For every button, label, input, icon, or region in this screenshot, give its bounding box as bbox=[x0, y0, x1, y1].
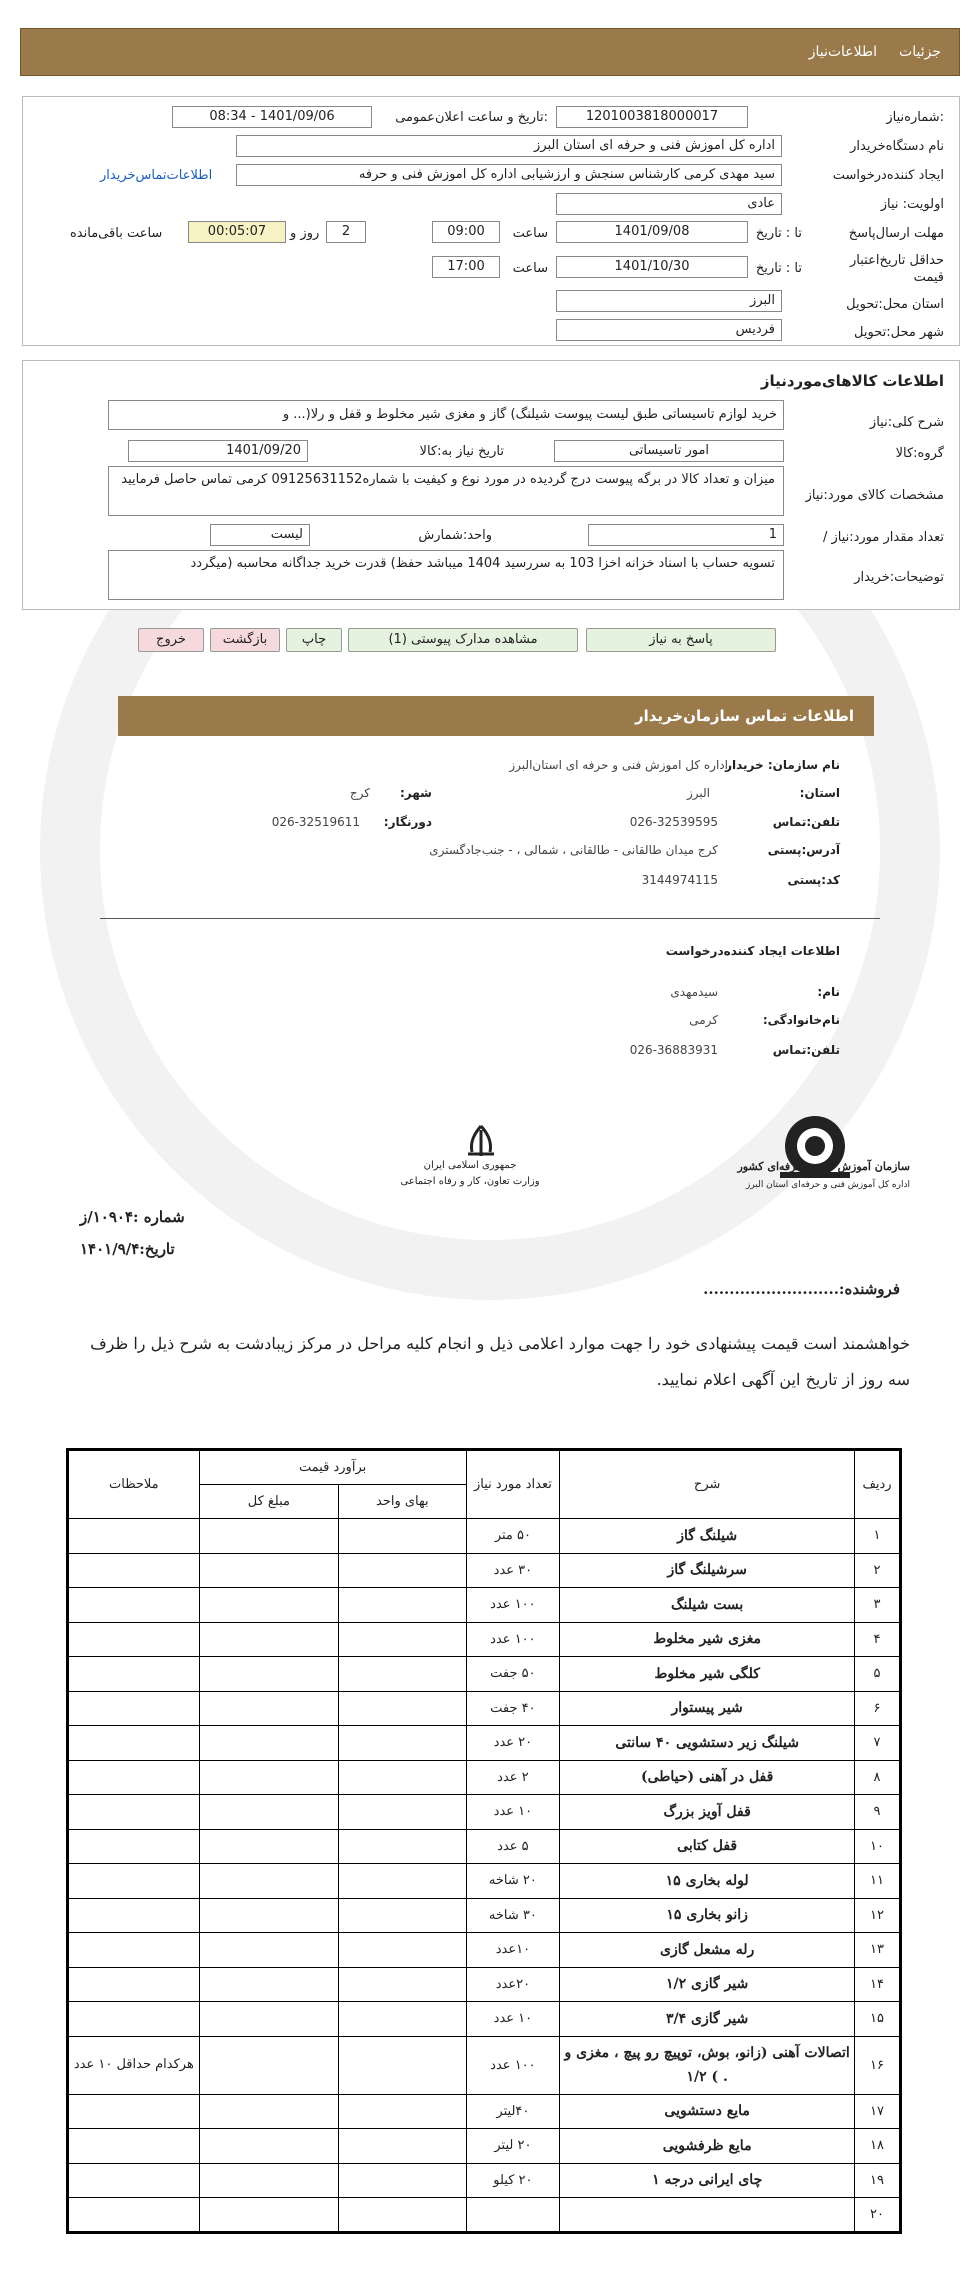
table-row bbox=[68, 1760, 901, 1795]
row-unit-price bbox=[339, 1726, 466, 1761]
row-unit-price bbox=[339, 2002, 466, 2037]
top-tab-bar bbox=[20, 28, 960, 76]
deadline-time-field: 09:00 bbox=[432, 221, 500, 243]
row-description: مایع ظرفشویی bbox=[560, 2129, 855, 2164]
need-date-field: 1401/09/20 bbox=[128, 440, 308, 462]
row-unit-price bbox=[339, 1898, 466, 1933]
row-quantity: ۲۰ کیلو bbox=[466, 2163, 560, 2198]
contact-province-value: البرز bbox=[686, 786, 710, 800]
row-total bbox=[199, 2036, 338, 2094]
goods-section-title: اطلاعات کالاهای‌موردنیاز bbox=[760, 372, 944, 390]
row-note bbox=[68, 1726, 200, 1761]
tab-details[interactable]: جزئیات bbox=[899, 44, 941, 60]
row-total bbox=[199, 1588, 338, 1623]
table-row bbox=[68, 1898, 901, 1933]
row-note bbox=[68, 1519, 200, 1554]
reply-button[interactable]: پاسخ به نیاز bbox=[586, 628, 776, 652]
row-description: قفل آویز بزرگ bbox=[560, 1795, 855, 1830]
row-note bbox=[68, 1622, 200, 1657]
row-note bbox=[68, 2129, 200, 2164]
table-row bbox=[68, 1553, 901, 1588]
col-notes-header: ملاحظات bbox=[68, 1450, 200, 1519]
need-number-field: 1201003818000017 bbox=[556, 106, 748, 128]
row-quantity: ۲ عدد bbox=[466, 1760, 560, 1795]
row-unit-price bbox=[339, 1760, 466, 1795]
row-total bbox=[199, 1691, 338, 1726]
buyer-contact-link[interactable]: اطلاعات‌تماس‌خریدار bbox=[100, 168, 213, 183]
deadline-time-label: ساعت bbox=[512, 226, 548, 241]
row-description: شیر پیستوار bbox=[560, 1691, 855, 1726]
row-note bbox=[68, 1795, 200, 1830]
row-number: ۷ bbox=[855, 1726, 901, 1761]
row-number: ۳ bbox=[855, 1588, 901, 1623]
row-note bbox=[68, 1933, 200, 1968]
announce-label: تاریخ و ساعت اعلان‌عمومی: bbox=[395, 110, 548, 125]
row-total bbox=[199, 2002, 338, 2037]
contact-city-value: کرج bbox=[349, 786, 370, 800]
row-quantity: ۵ عدد bbox=[466, 1829, 560, 1864]
row-quantity: ۲۰عدد bbox=[466, 1967, 560, 2002]
row-total bbox=[199, 1864, 338, 1899]
priority-field: عادی bbox=[556, 193, 782, 215]
validity-time-field: 17:00 bbox=[432, 256, 500, 278]
validity-to-date-label: تا : تاریخ bbox=[755, 261, 802, 276]
creator-phone-value: 026-36883931 bbox=[629, 1043, 718, 1057]
row-description: کلگی شیر مخلوط bbox=[560, 1657, 855, 1692]
row-total bbox=[199, 1553, 338, 1588]
row-number: ۱۲ bbox=[855, 1898, 901, 1933]
buyer-desc-label: توضیحات:خریدار bbox=[854, 570, 944, 585]
contact-fax-value: 026-32519611 bbox=[271, 815, 360, 829]
row-number: ۸ bbox=[855, 1760, 901, 1795]
col-qty-header: تعداد مورد نیاز bbox=[466, 1450, 560, 1519]
row-unit-price bbox=[339, 1829, 466, 1864]
row-number: ۱۴ bbox=[855, 1967, 901, 2002]
creator-label: ایجاد کننده‌درخواست bbox=[832, 168, 944, 183]
row-note bbox=[68, 1864, 200, 1899]
priority-label: اولویت: نیاز bbox=[880, 197, 944, 212]
row-description: چای ایرانی درجه ۱ bbox=[560, 2163, 855, 2198]
unit-label: واحد:شمارش bbox=[418, 528, 492, 543]
items-table bbox=[66, 1448, 902, 2234]
row-number: ۱۷ bbox=[855, 2094, 901, 2129]
city-label: شهر محل:تحویل bbox=[854, 325, 944, 340]
deadline-to-date-label: تا : تاریخ bbox=[755, 226, 802, 241]
emblem bbox=[456, 1122, 506, 1162]
creator-phone-label: تلفن:تماس bbox=[772, 1043, 840, 1057]
letter-date: تاریخ:۱۴۰۱/۹/۴ bbox=[80, 1240, 175, 1258]
row-number: ۱۳ bbox=[855, 1933, 901, 1968]
row-number: ۵ bbox=[855, 1657, 901, 1692]
row-unit-price bbox=[339, 2094, 466, 2129]
city-field: فردیس bbox=[556, 319, 782, 341]
back-button[interactable]: بازگشت bbox=[210, 628, 280, 652]
row-note bbox=[68, 2094, 200, 2129]
need-number-label: شماره‌نیاز: bbox=[886, 110, 944, 125]
table-row bbox=[68, 1519, 901, 1554]
col-row-header: ردیف bbox=[855, 1450, 901, 1519]
row-unit-price bbox=[339, 1553, 466, 1588]
creator-first-name-value: سیدمهدی bbox=[670, 985, 718, 999]
row-description: لوله بخاری ۱۵ bbox=[560, 1864, 855, 1899]
row-number: ۱۱ bbox=[855, 1864, 901, 1899]
row-unit-price bbox=[339, 1795, 466, 1830]
contact-postal-value: 3144974115 bbox=[641, 873, 718, 887]
contact-address-label: آدرس:پستی bbox=[767, 843, 840, 857]
announce-field: 1401/09/06 - 08:34 bbox=[172, 106, 372, 128]
contact-divider bbox=[100, 918, 880, 919]
group-field: امور تاسیساتی bbox=[554, 440, 784, 462]
row-total bbox=[199, 2198, 338, 2233]
validity-label: حداقل تاریخ‌اعتبار قیمت bbox=[850, 253, 944, 285]
contact-address-value: کرج میدان طالقانی - طالقانی ، شمالی ، - جنب‌جادگستری bbox=[429, 843, 718, 857]
col-desc-header: شرح bbox=[560, 1450, 855, 1519]
spec-field: میزان و تعداد کالا در برگه پیوست درج گردیده در مورد نوع و کیفیت با شماره09125631152 کرمی تماس حاصل فرمایید bbox=[108, 466, 784, 516]
iran-emblem-icon bbox=[456, 1122, 506, 1162]
creator-field: سید مهدی کرمی کارشناس سنجش و ارزشیابی اداره کل اموزش فنی و حرفه bbox=[236, 164, 782, 186]
print-button[interactable]: چاپ bbox=[286, 628, 342, 652]
table-row bbox=[68, 2198, 901, 2233]
row-note bbox=[68, 1898, 200, 1933]
row-total bbox=[199, 1657, 338, 1692]
contact-phone-value: 026-32539595 bbox=[629, 815, 718, 829]
row-number: ۱۶ bbox=[855, 2036, 901, 2094]
spec-label: مشخصات کالای مورد:نیاز bbox=[805, 488, 944, 503]
contact-postal-label: کد:پستی bbox=[787, 873, 840, 887]
table-row bbox=[68, 1726, 901, 1761]
row-quantity: ۲۰ شاخه bbox=[466, 1864, 560, 1899]
deadline-date-field: 1401/09/08 bbox=[556, 221, 748, 243]
row-total bbox=[199, 2129, 338, 2164]
row-quantity: ۲۰ لیتر bbox=[466, 2129, 560, 2164]
unit-field: لیست bbox=[210, 524, 310, 546]
org-logo-subtext: اداره کل آموزش فنی و حرفه‌ای استان البرز bbox=[746, 1180, 910, 1190]
table-row bbox=[68, 1622, 901, 1657]
group-label: گروه:کالا bbox=[895, 446, 944, 461]
row-total bbox=[199, 1933, 338, 1968]
row-note bbox=[68, 1760, 200, 1795]
row-unit-price bbox=[339, 1967, 466, 2002]
row-unit-price bbox=[339, 1933, 466, 1968]
row-description: قفل در آهنی (حیاطی) bbox=[560, 1760, 855, 1795]
col-unit-price-header: بهای واحد bbox=[339, 1484, 466, 1519]
deadline-label: مهلت ارسال‌پاسخ bbox=[848, 226, 944, 241]
row-description: شیر گازی ۱/۲ bbox=[560, 1967, 855, 2002]
province-field: البرز bbox=[556, 290, 782, 312]
org-label: نام دستگاه‌خریدار bbox=[850, 139, 944, 154]
table-row bbox=[68, 1691, 901, 1726]
row-note bbox=[68, 1588, 200, 1623]
table-row bbox=[68, 1588, 901, 1623]
row-number: ۱۸ bbox=[855, 2129, 901, 2164]
table-row bbox=[68, 1657, 901, 1692]
row-number: ۱ bbox=[855, 1519, 901, 1554]
qty-field: 1 bbox=[588, 524, 784, 546]
row-unit-price bbox=[339, 2036, 466, 2094]
seller-line: فروشنده:.......................... bbox=[703, 1280, 900, 1298]
row-description: رله مشعل گازی bbox=[560, 1933, 855, 1968]
row-quantity: ۳۰ شاخه bbox=[466, 1898, 560, 1933]
row-quantity: ۱۰۰ عدد bbox=[466, 2036, 560, 2094]
row-quantity: ۱۰ عدد bbox=[466, 2002, 560, 2037]
summary-label: شرح کلی:نیاز bbox=[869, 415, 944, 430]
row-total bbox=[199, 2163, 338, 2198]
validity-time-label: ساعت bbox=[512, 261, 548, 276]
row-unit-price bbox=[339, 1588, 466, 1623]
row-unit-price bbox=[339, 2129, 466, 2164]
row-total bbox=[199, 2094, 338, 2129]
table-row bbox=[68, 1795, 901, 1830]
remaining-time-field: 00:05:07 bbox=[188, 221, 286, 243]
creator-first-name-label: نام: bbox=[817, 985, 840, 999]
remaining-label: ساعت باقی‌مانده bbox=[70, 226, 163, 241]
validity-date-field: 1401/10/30 bbox=[556, 256, 748, 278]
row-total bbox=[199, 1622, 338, 1657]
table-row bbox=[68, 1864, 901, 1899]
row-quantity: ۲۰ عدد bbox=[466, 1726, 560, 1761]
row-total bbox=[199, 1726, 338, 1761]
row-number: ۲۰ bbox=[855, 2198, 901, 2233]
row-description: اتصالات آهنی (زانو، بوش، توپیچ رو پیچ ، مغزی و . ) ۱/۲ bbox=[560, 2036, 855, 2094]
row-total bbox=[199, 1898, 338, 1933]
row-note bbox=[68, 2002, 200, 2037]
table-row bbox=[68, 2163, 901, 2198]
row-description: شیلنگ گاز bbox=[560, 1519, 855, 1554]
row-description: سرشیلنگ گاز bbox=[560, 1553, 855, 1588]
row-description bbox=[560, 2198, 855, 2233]
org-logo-text: سازمان آموزش فنی و حرفه‌ای کشور bbox=[737, 1160, 910, 1173]
row-quantity: ۴۰ جفت bbox=[466, 1691, 560, 1726]
table-row bbox=[68, 2129, 901, 2164]
table-row bbox=[68, 2002, 901, 2037]
emblem-text-1: جمهوری اسلامی ایران bbox=[423, 1160, 517, 1171]
table-row bbox=[68, 2094, 901, 2129]
row-total bbox=[199, 1829, 338, 1864]
contact-fax-label: دورنگار: bbox=[383, 815, 432, 829]
row-number: ۱۹ bbox=[855, 2163, 901, 2198]
summary-field: خرید لوازم تاسیساتی طبق لیست پیوست شیلنگ) گاز و مغزی شیر مخلوط و قفل و رلا(... و bbox=[108, 400, 784, 430]
row-total bbox=[199, 1519, 338, 1554]
row-note bbox=[68, 1967, 200, 2002]
contact-province-label: استان: bbox=[799, 786, 840, 800]
row-quantity: ۱۰۰ عدد bbox=[466, 1622, 560, 1657]
row-quantity: ۴۰لیتر bbox=[466, 2094, 560, 2129]
qty-label: / تعداد مقدار مورد:نیاز bbox=[822, 530, 944, 545]
buyer-desc-field: تسویه حساب با اسناد خزانه اخزا 103 به سررسید 1404 میباشد حفظ) قدرت خرید جداگانه محاسبه (میگردد bbox=[108, 550, 784, 600]
row-unit-price bbox=[339, 2198, 466, 2233]
row-note: هرکدام حداقل ۱۰ عدد bbox=[68, 2036, 200, 2094]
contact-org-name-value: اداره کل اموزش فنی و حرفه ای استان‌البرز bbox=[509, 758, 728, 772]
row-quantity: ۳۰ عدد bbox=[466, 1553, 560, 1588]
letter-number: شماره :۱۰۹۰۴/ز bbox=[80, 1208, 185, 1226]
col-estimate-header: برآورد قیمت bbox=[199, 1450, 466, 1485]
row-quantity: ۵۰ جفت bbox=[466, 1657, 560, 1692]
row-unit-price bbox=[339, 1691, 466, 1726]
row-total bbox=[199, 1967, 338, 2002]
row-unit-price bbox=[339, 1622, 466, 1657]
col-total-header: مبلغ کل bbox=[199, 1484, 338, 1519]
table-row bbox=[68, 1967, 901, 2002]
row-quantity: ۵۰ متر bbox=[466, 1519, 560, 1554]
row-note bbox=[68, 2163, 200, 2198]
need-date-label: تاریخ نیاز به:کالا bbox=[419, 444, 504, 459]
row-note bbox=[68, 1657, 200, 1692]
day-label: روز و bbox=[290, 226, 320, 241]
row-number: ۲ bbox=[855, 1553, 901, 1588]
org-field: اداره کل اموزش فنی و حرفه ای استان البرز bbox=[236, 135, 782, 157]
row-number: ۶ bbox=[855, 1691, 901, 1726]
row-unit-price bbox=[339, 2163, 466, 2198]
row-note bbox=[68, 1691, 200, 1726]
attachments-button[interactable]: مشاهده مدارک پیوستی (1) bbox=[348, 628, 578, 652]
province-label: استان محل:تحویل bbox=[846, 297, 944, 312]
row-number: ۱۰ bbox=[855, 1829, 901, 1864]
row-number: ۴ bbox=[855, 1622, 901, 1657]
contact-org-name-label: نام سازمان: خریدار bbox=[725, 758, 840, 772]
creator-last-name-label: نام‌خانوادگی: bbox=[762, 1013, 840, 1027]
row-unit-price bbox=[339, 1864, 466, 1899]
row-description: قفل کتابی bbox=[560, 1829, 855, 1864]
tab-need-info[interactable]: اطلاعات‌نیاز bbox=[808, 44, 878, 60]
row-quantity bbox=[466, 2198, 560, 2233]
row-quantity: ۱۰عدد bbox=[466, 1933, 560, 1968]
creator-last-name-value: کرمی bbox=[689, 1013, 718, 1027]
letter-body: خواهشمند است قیمت پیشنهادی خود را جهت موارد اعلامی ذیل و انجام کلیه مراحل در مرکز زیبادشت به شرح ذیل را ظرف سه روز از تاریخ این آگهی اعلام نمایید. bbox=[90, 1334, 910, 1389]
remaining-days-field: 2 bbox=[326, 221, 366, 243]
table-row bbox=[68, 1933, 901, 1968]
emblem-text-2: وزارت تعاون، کار و رفاه اجتماعی bbox=[400, 1176, 540, 1187]
creator-info-title: اطلاعات ایجاد کننده‌درخواست bbox=[665, 944, 840, 958]
row-description: بست شیلنگ bbox=[560, 1588, 855, 1623]
row-description: شیر گازی ۳/۴ bbox=[560, 2002, 855, 2037]
row-quantity: ۱۰ عدد bbox=[466, 1795, 560, 1830]
row-note bbox=[68, 1553, 200, 1588]
row-description: مغزی شیر مخلوط bbox=[560, 1622, 855, 1657]
row-description: شیلنگ زیر دستشویی ۴۰ سانتی bbox=[560, 1726, 855, 1761]
row-note bbox=[68, 2198, 200, 2233]
contact-phone-label: تلفن:تماس bbox=[772, 815, 840, 829]
items-table-body bbox=[68, 1519, 901, 2233]
contact-section-header: اطلاعات تماس سازمان‌خریدار bbox=[118, 696, 874, 736]
row-description: زانو بخاری ۱۵ bbox=[560, 1898, 855, 1933]
row-total bbox=[199, 1760, 338, 1795]
row-total bbox=[199, 1795, 338, 1830]
row-description: مایع دستشویی bbox=[560, 2094, 855, 2129]
contact-city-label: شهر: bbox=[400, 786, 432, 800]
table-row bbox=[68, 2036, 901, 2094]
exit-button[interactable]: خروج bbox=[138, 628, 204, 652]
row-number: ۱۵ bbox=[855, 2002, 901, 2037]
table-row bbox=[68, 1829, 901, 1864]
row-note bbox=[68, 1829, 200, 1864]
row-number: ۹ bbox=[855, 1795, 901, 1830]
row-unit-price bbox=[339, 1657, 466, 1692]
row-quantity: ۱۰۰ عدد bbox=[466, 1588, 560, 1623]
row-unit-price bbox=[339, 1519, 466, 1554]
